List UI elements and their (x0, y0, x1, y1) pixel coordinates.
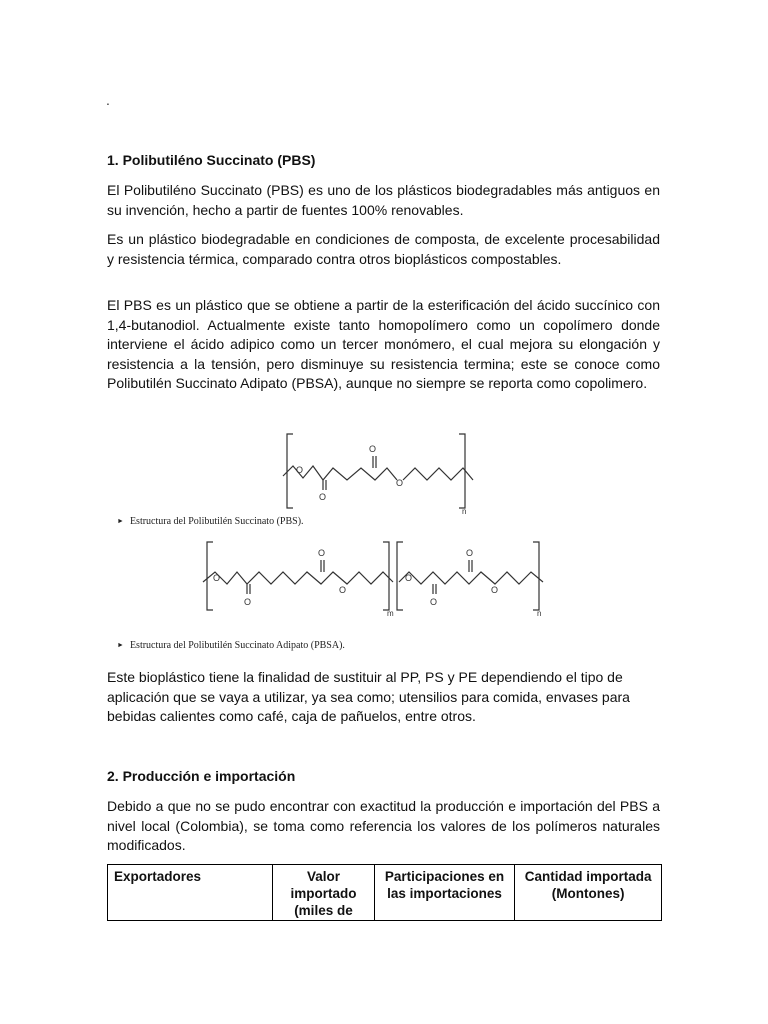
pbsa-figure-caption (117, 640, 345, 651)
section1-paragraph-1: El Polibutiléno Succinato (PBS) es uno de los plásticos biodegradables más antiguos en su invención, hecho a partir de fuentes 100% renovables. (107, 182, 660, 218)
table-header-valor-importado: Valor importado (miles de (273, 865, 375, 921)
pbs-ester-oxygen-2: O (396, 478, 404, 488)
pbsa-oxygen-7: O (466, 548, 474, 558)
pbs-ester-oxygen: O (296, 465, 304, 475)
stray-dot: . (106, 92, 110, 108)
pbsa-subscript-n: n (537, 609, 542, 618)
pbsa-oxygen-8: O (491, 585, 499, 595)
pbsa-oxygen-5: O (405, 573, 413, 583)
pbsa-oxygen-3: O (318, 548, 326, 558)
pbs-subscript-n: n (462, 507, 467, 516)
pbsa-subscript-m: m (387, 609, 394, 618)
section1-paragraph-4: Este bioplástico tiene la finalidad de sustituir al PP, PS y PE dependiendo el tipo de aplicación que se vaya a utilizar, ya sea como; utensilios para comida, envases para bebidas calientes como café, caja de pañuelos, entre otros. (107, 669, 630, 724)
pbsa-oxygen-6: O (430, 597, 438, 607)
table-header-row (108, 865, 662, 921)
pbsa-oxygen-2: O (244, 597, 252, 607)
table-header-cantidad-importada: Cantidad importada (Montones) (515, 865, 662, 921)
pbsa-oxygen-4: O (339, 585, 347, 595)
caption-bullet-icon: ► (117, 641, 124, 649)
section2-paragraph-1: Debido a que no se pudo encontrar con exactitud la producción e importación del PBS a nivel local (Colombia), se toma como referencia los valores de los polímeros naturales modificados. (107, 798, 660, 853)
table-header-participaciones: Participaciones en las importaciones (374, 865, 515, 921)
caption-bullet-icon: ► (117, 517, 124, 525)
pbsa-structure-figure (107, 538, 660, 638)
section2-heading: 2. Producción e importación (107, 768, 296, 784)
pbs-figure-caption (117, 516, 304, 527)
table-header-exportadores: Exportadores (108, 865, 273, 921)
section1-paragraph-3: El PBS es un plástico que se obtiene a partir de la esterificación del ácido succínico con 1,4-butanodiol. Actualmente existe tanto homopolímero como un copolímero donde interviene el ácido adipico como un tercer monómero, el cual mejora su elongación y resistencia a la tensión, pero disminuye su resistencia termina; este se conoce como Polibutilén Succinato Adipato (PBSA), aunque no siempre se reporta como copolimero. (107, 297, 660, 391)
pbsa-oxygen-1: O (213, 573, 221, 583)
imports-table (107, 864, 662, 921)
pbs-carbonyl-oxygen-1: O (319, 492, 327, 502)
pbsa-caption-text: Estructura del Polibutilén Succinato Adipato (PBSA). (129, 640, 345, 651)
section1-paragraph-2: Es un plástico biodegradable en condiciones de composta, de excelente procesabilidad y resistencia térmica, comparado contra otros bioplásticos compostables. (107, 231, 660, 267)
pbs-caption-text: Estructura del Polibutilén Succinato (PBS). (129, 516, 304, 527)
pbs-carbonyl-oxygen-2: O (369, 444, 377, 454)
section1-heading: 1. Polibutiléno Succinato (PBS) (107, 152, 316, 168)
